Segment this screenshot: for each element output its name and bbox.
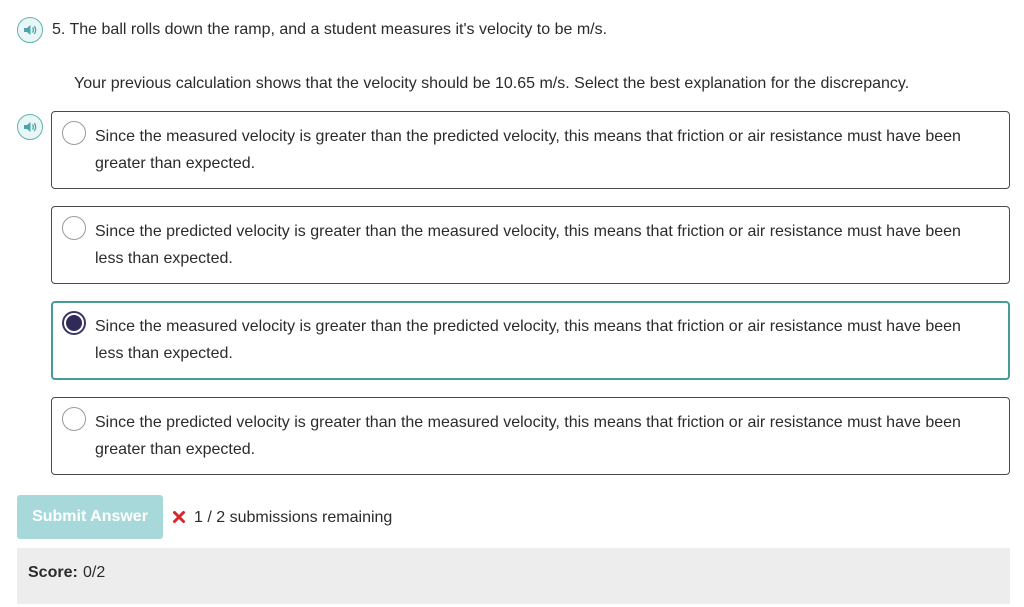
speaker-icon (22, 119, 38, 135)
answer-option-2[interactable] (51, 206, 1010, 284)
answer-option-4[interactable] (51, 397, 1010, 475)
options-read-aloud-button[interactable] (17, 114, 43, 140)
answer-option-label: Since the predicted velocity is greater than the measured velocity, this means that friction or air resistance must have been greater than expected. (95, 414, 961, 458)
answer-option-label: Since the measured velocity is greater than the predicted velocity, this means that friction or air resistance must have been less than expected. (95, 318, 961, 362)
score-value: 0/2 (83, 564, 106, 581)
speaker-icon (22, 22, 38, 38)
radio-button[interactable] (62, 216, 86, 240)
answer-option-label: Since the predicted velocity is greater than the measured velocity, this means that friction or air resistance must have been less than expected. (95, 223, 961, 267)
submit-answer-button[interactable]: Submit Answer (17, 495, 163, 539)
radio-button-selected[interactable] (62, 311, 86, 335)
question-read-aloud-button[interactable] (17, 17, 43, 43)
submissions-remaining: 1 / 2 submissions remaining (194, 509, 393, 526)
question-prompt: Your previous calculation shows that the velocity should be 10.65 m/s. Select the best explanation for the discrepancy. (74, 75, 910, 92)
radio-button[interactable] (62, 407, 86, 431)
score-label: Score: (28, 564, 78, 581)
incorrect-x-icon (172, 510, 186, 524)
answer-option-label: Since the measured velocity is greater than the predicted velocity, this means that friction or air resistance must have been greater than expected. (95, 128, 961, 172)
answer-option-1[interactable] (51, 111, 1010, 189)
radio-button[interactable] (62, 121, 86, 145)
score-panel (17, 548, 1010, 604)
answer-option-3[interactable] (51, 301, 1010, 380)
question-text: 5. The ball rolls down the ramp, and a student measures it's velocity to be m/s. (52, 21, 608, 38)
